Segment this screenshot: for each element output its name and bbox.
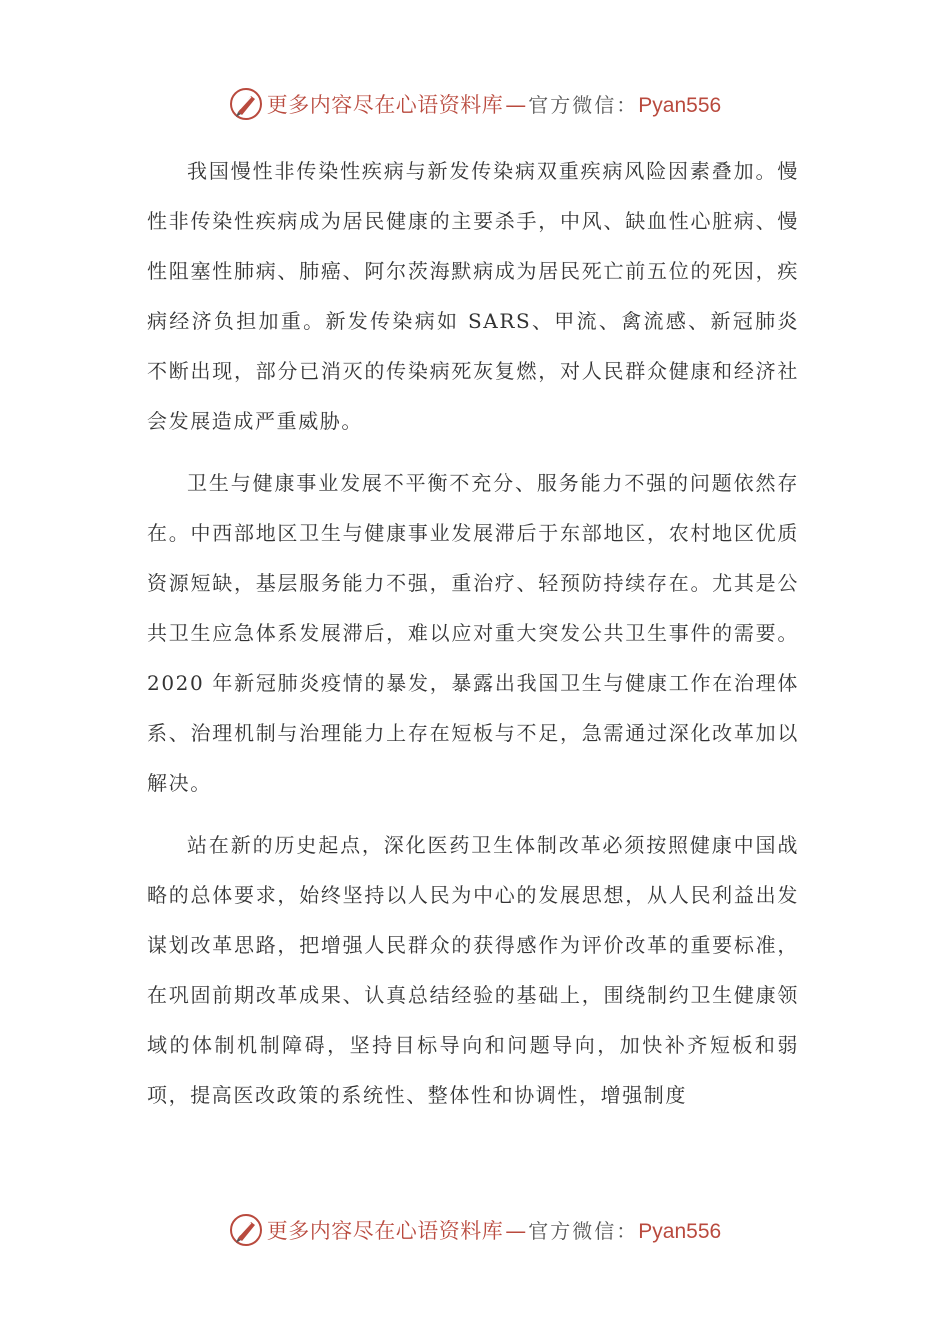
pen-logo-icon <box>229 87 263 121</box>
paragraph-3: 站在新的历史起点，深化医药卫生体制改革必须按照健康中国战略的总体要求，始终坚持以人民为中心的发展思想，从人民利益出发谋划改革思路，把增强人民群众的获得感作为评价改革的重要标准，在巩固前期改革成果、认真总结经验的基础上，围绕制约卫生健康领域的体制机制障碍，坚持目标导向和问题导向，加快补齐短板和弱项，提高医改政策的系统性、整体性和协调性，增强制度 <box>147 833 799 1107</box>
document-body <box>147 146 799 1132</box>
header-banner <box>0 84 950 124</box>
banner-wechat-label: 官方微信： <box>528 1219 639 1243</box>
banner-text: 更多内容尽在心语资料库 <box>266 1219 504 1243</box>
banner-wechat-id: Pyan556 <box>638 1220 722 1243</box>
paragraph-2: 卫生与健康事业发展不平衡不充分、服务能力不强的问题依然存在。中西部地区卫生与健康事业发展滞后于东部地区，农村地区优质资源短缺，基层服务能力不强，重治疗、轻预防持续存在。尤其是公共卫生应急体系发展滞后，难以应对重大突发公共卫生事件的需要。2020 年新冠肺炎疫情的暴发，暴露出我国卫生与健康工作在治理体系、治理机制与治理能力上存在短板与不足，急需通过深化改革加以解决。 <box>147 471 799 795</box>
paragraph-1: 我国慢性非传染性疾病与新发传染病双重疾病风险因素叠加。慢性非传染性疾病成为居民健康的主要杀手，中风、缺血性心脏病、慢性阻塞性肺病、肺癌、阿尔茨海默病成为居民死亡前五位的死因，疾病经济负担加重。新发传染病如 SARS、甲流、禽流感、新冠肺炎不断出现，部分已消灭的传染病死灰复燃，对人民群众健康和经济社会发展造成严重威胁。 <box>147 159 799 433</box>
footer-banner <box>0 1210 950 1250</box>
banner-text: 更多内容尽在心语资料库 <box>266 93 504 117</box>
banner-dash: — <box>505 1219 527 1243</box>
banner-wechat-id: Pyan556 <box>638 94 722 117</box>
pen-logo-icon <box>229 1213 263 1247</box>
banner-dash: — <box>505 93 527 117</box>
banner-wechat-label: 官方微信： <box>528 93 639 117</box>
